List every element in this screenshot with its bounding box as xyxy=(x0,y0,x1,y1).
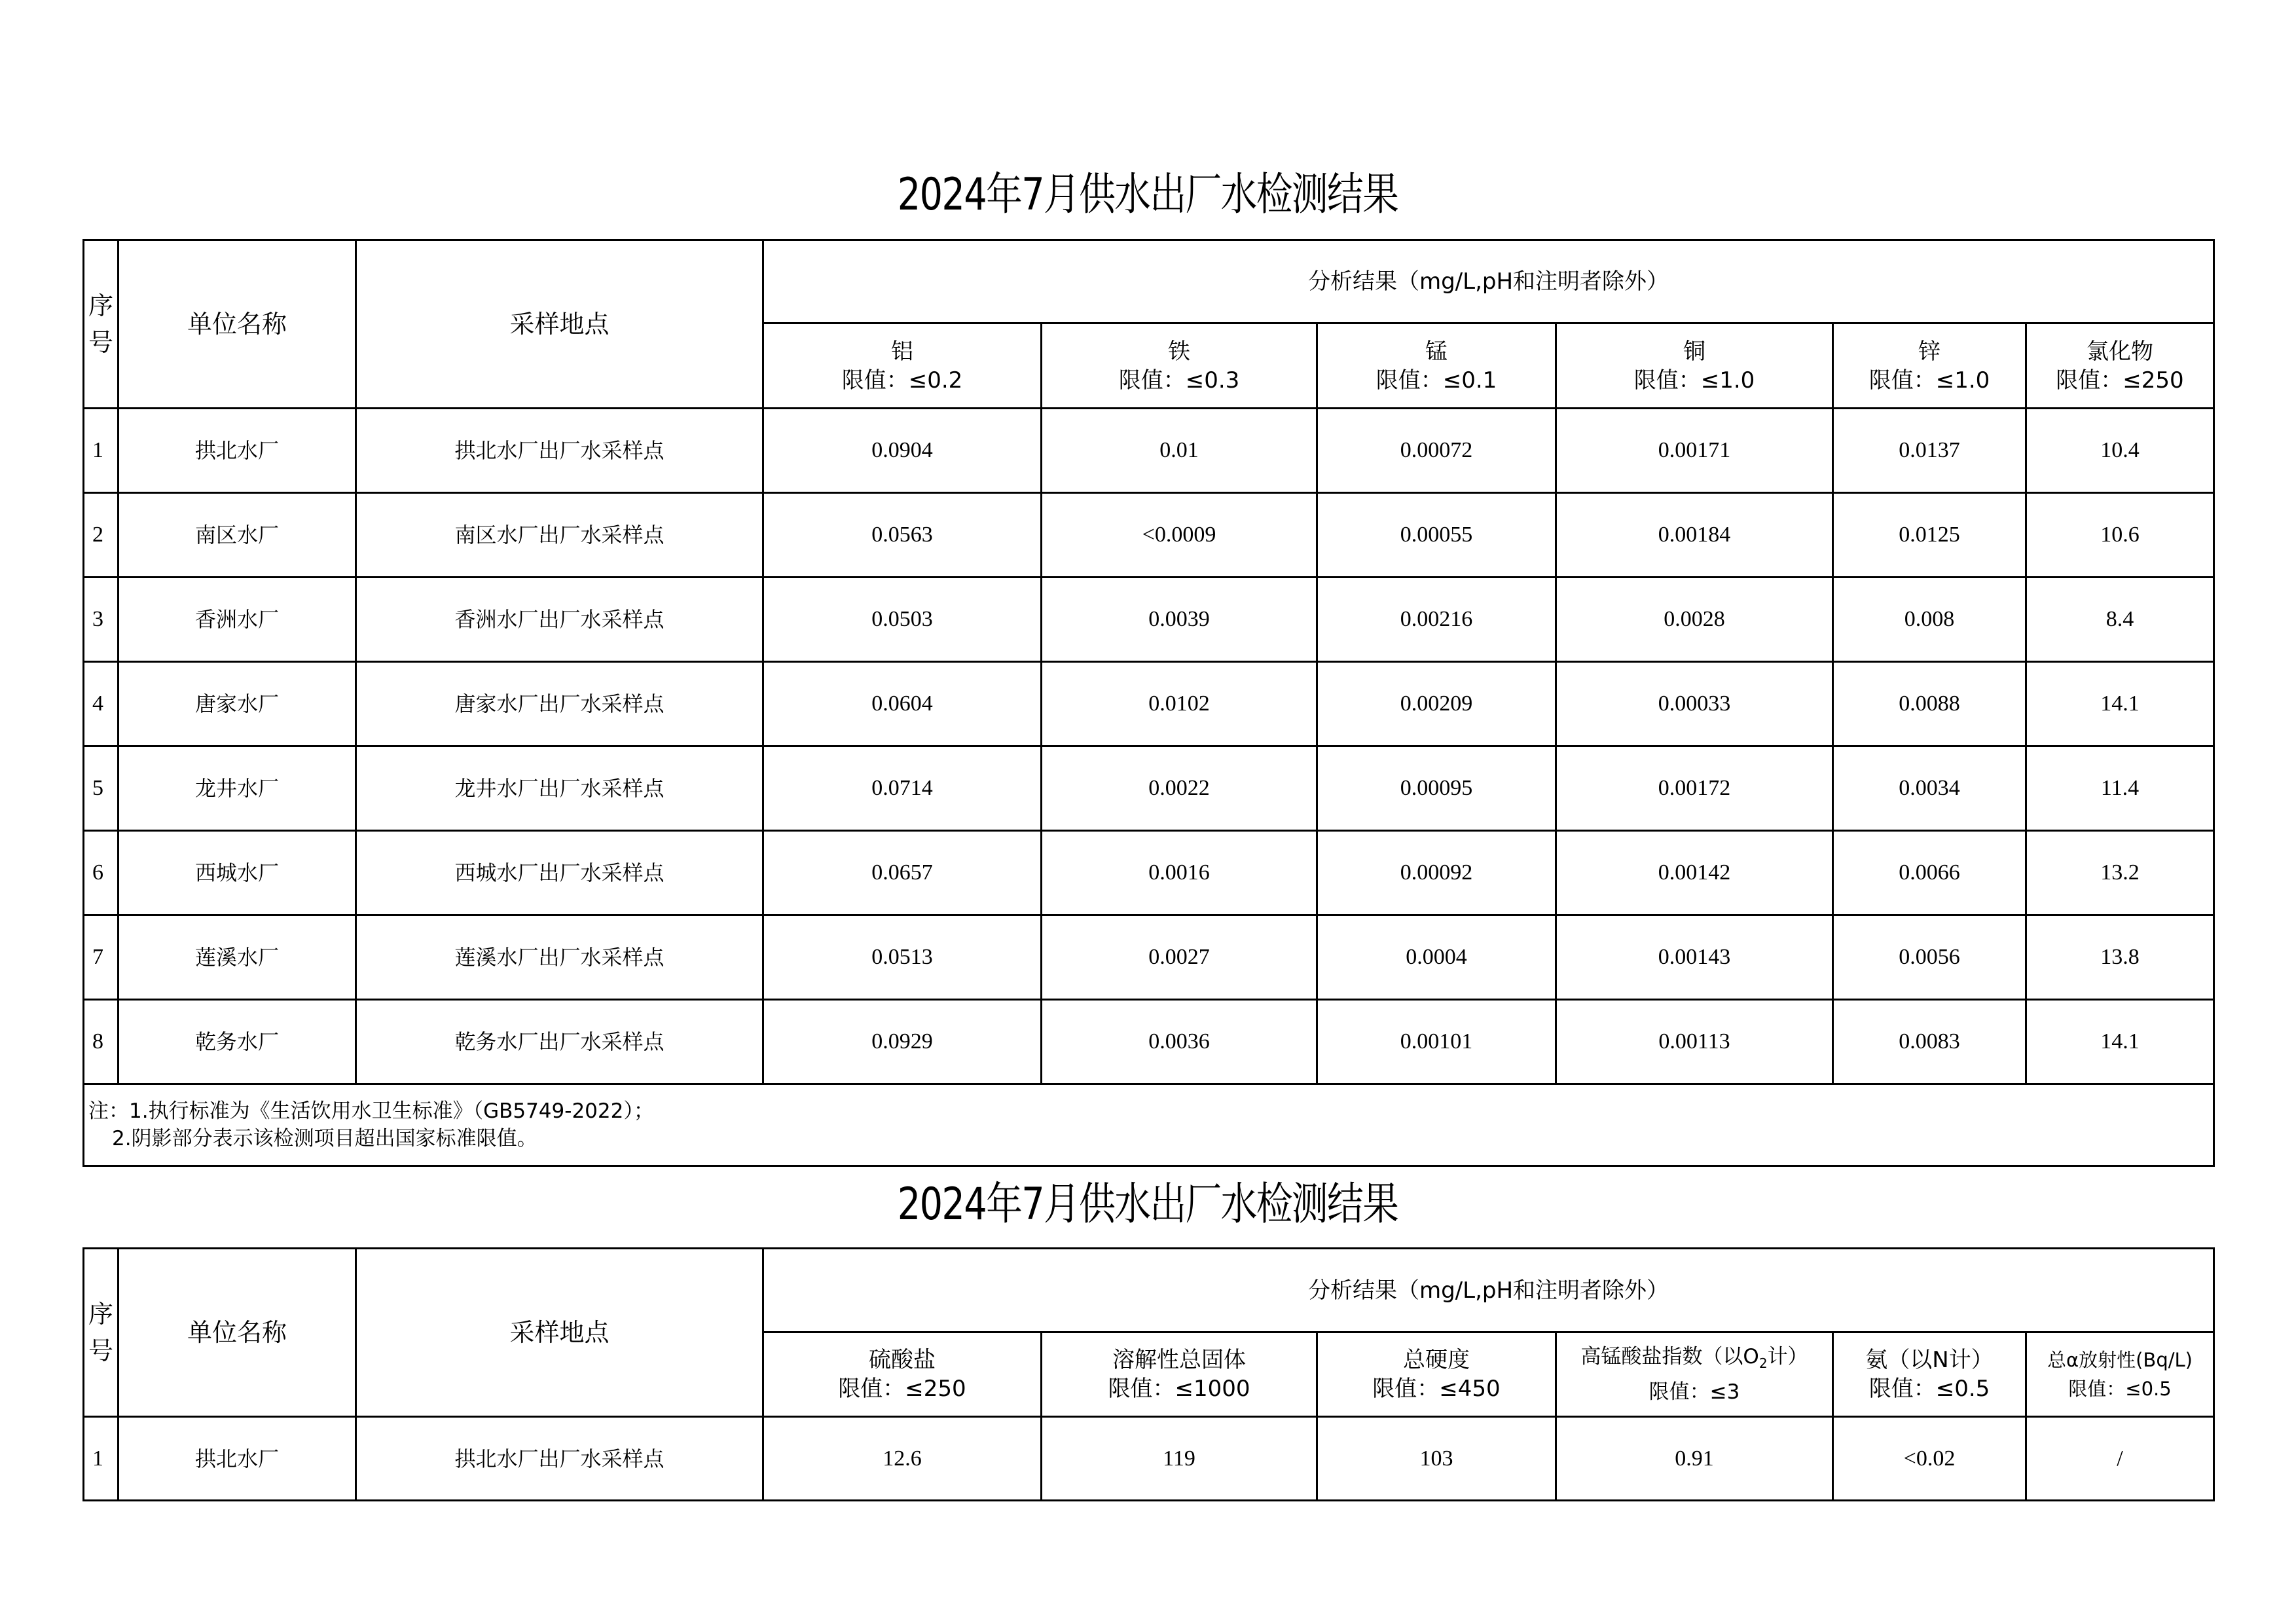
value-zinc: 0.0056 xyxy=(1833,915,2026,1000)
row-site: 拱北水厂出厂水采样点 xyxy=(356,1417,763,1501)
param-header: 氨（以N计） 限值：≤0.5 xyxy=(1833,1332,2026,1417)
param-header: 溶解性总固体 限值：≤1000 xyxy=(1042,1332,1317,1417)
param-header: 氯化物 限值：≤250 xyxy=(2026,323,2214,409)
value-zinc: 0.0125 xyxy=(1833,493,2026,578)
header-seq: 序号 xyxy=(84,1249,118,1417)
row-unit: 龙井水厂 xyxy=(118,746,356,831)
row-seq: 6 xyxy=(84,831,118,915)
param-header: 铝 限值：≤0.2 xyxy=(763,323,1042,409)
row-unit: 拱北水厂 xyxy=(118,409,356,493)
row-seq: 5 xyxy=(84,746,118,831)
row-seq: 2 xyxy=(84,493,118,578)
row-site: 南区水厂出厂水采样点 xyxy=(356,493,763,578)
value-copper: 0.00033 xyxy=(1556,662,1833,746)
param-header: 硫酸盐 限值：≤250 xyxy=(763,1332,1042,1417)
value-zinc: 0.0066 xyxy=(1833,831,2026,915)
value-aluminum: 0.0904 xyxy=(763,409,1042,493)
row-unit: 莲溪水厂 xyxy=(118,915,356,1000)
value-manganese: 0.00095 xyxy=(1317,746,1556,831)
value-tds: 119 xyxy=(1042,1417,1317,1501)
value-aluminum: 0.0929 xyxy=(763,1000,1042,1084)
value-manganese: 0.00092 xyxy=(1317,831,1556,915)
value-iron: 0.0102 xyxy=(1042,662,1317,746)
param-header: 总α放射性(Bq/L) 限值：≤0.5 xyxy=(2026,1332,2214,1417)
table-row xyxy=(84,831,2214,915)
value-iron: 0.0022 xyxy=(1042,746,1317,831)
value-manganese: 0.0004 xyxy=(1317,915,1556,1000)
value-chloride: 10.4 xyxy=(2026,409,2214,493)
row-unit: 拱北水厂 xyxy=(118,1417,356,1501)
header-unit-name: 单位名称 xyxy=(118,240,356,409)
value-chloride: 14.1 xyxy=(2026,662,2214,746)
value-zinc: 0.008 xyxy=(1833,578,2026,662)
value-copper: 0.00172 xyxy=(1556,746,1833,831)
value-manganese: 0.00216 xyxy=(1317,578,1556,662)
value-chloride: 13.2 xyxy=(2026,831,2214,915)
value-ammonia: <0.02 xyxy=(1833,1417,2026,1501)
value-zinc: 0.0034 xyxy=(1833,746,2026,831)
report1-table xyxy=(82,239,2215,1167)
value-zinc: 0.0137 xyxy=(1833,409,2026,493)
table-row xyxy=(84,1417,2214,1501)
value-iron: 0.0036 xyxy=(1042,1000,1317,1084)
value-chloride: 10.6 xyxy=(2026,493,2214,578)
table-row xyxy=(84,1000,2214,1084)
value-zinc: 0.0088 xyxy=(1833,662,2026,746)
value-iron: 0.01 xyxy=(1042,409,1317,493)
value-aluminum: 0.0513 xyxy=(763,915,1042,1000)
param-header: 铜 限值：≤1.0 xyxy=(1556,323,1833,409)
value-aluminum: 0.0604 xyxy=(763,662,1042,746)
header-sampling-site: 采样地点 xyxy=(356,1249,763,1417)
value-manganese: 0.00209 xyxy=(1317,662,1556,746)
param-header: 锰 限值：≤0.1 xyxy=(1317,323,1556,409)
value-aluminum: 0.0503 xyxy=(763,578,1042,662)
value-iron: 0.0016 xyxy=(1042,831,1317,915)
table-row xyxy=(84,409,2214,493)
note-standard: 注：1.执行标准为《生活饮用水卫生标准》（GB5749-2022）； xyxy=(88,1099,654,1123)
row-site: 拱北水厂出厂水采样点 xyxy=(356,409,763,493)
row-unit: 乾务水厂 xyxy=(118,1000,356,1084)
report2-table xyxy=(82,1247,2215,1501)
notes xyxy=(84,1084,2214,1166)
value-manganese: 0.00101 xyxy=(1317,1000,1556,1084)
value-gross-alpha: / xyxy=(2026,1417,2214,1501)
value-aluminum: 0.0714 xyxy=(763,746,1042,831)
row-unit: 南区水厂 xyxy=(118,493,356,578)
value-copper: 0.00171 xyxy=(1556,409,1833,493)
value-chloride: 14.1 xyxy=(2026,1000,2214,1084)
value-chloride: 11.4 xyxy=(2026,746,2214,831)
value-iron: <0.0009 xyxy=(1042,493,1317,578)
value-copper: 0.00113 xyxy=(1556,1000,1833,1084)
row-seq: 1 xyxy=(84,409,118,493)
value-copper: 0.00142 xyxy=(1556,831,1833,915)
row-site: 乾务水厂出厂水采样点 xyxy=(356,1000,763,1084)
header-analysis-results: 分析结果（mg/L,pH和注明者除外） xyxy=(763,1249,2214,1332)
param-header: 总硬度 限值：≤450 xyxy=(1317,1332,1556,1417)
row-seq: 3 xyxy=(84,578,118,662)
value-chloride: 13.8 xyxy=(2026,915,2214,1000)
row-unit: 唐家水厂 xyxy=(118,662,356,746)
table-row xyxy=(84,578,2214,662)
row-unit: 西城水厂 xyxy=(118,831,356,915)
row-site: 唐家水厂出厂水采样点 xyxy=(356,662,763,746)
value-zinc: 0.0083 xyxy=(1833,1000,2026,1084)
value-sulfate: 12.6 xyxy=(763,1417,1042,1501)
value-total-hardness: 103 xyxy=(1317,1417,1556,1501)
row-seq: 1 xyxy=(84,1417,118,1501)
report2-title: 2024年7月供水出厂水检测结果 xyxy=(897,1179,1398,1230)
value-manganese: 0.00055 xyxy=(1317,493,1556,578)
row-site: 龙井水厂出厂水采样点 xyxy=(356,746,763,831)
report1-title: 2024年7月供水出厂水检测结果 xyxy=(897,169,1398,221)
row-unit: 香洲水厂 xyxy=(118,578,356,662)
header-unit-name: 单位名称 xyxy=(118,1249,356,1417)
value-manganese: 0.00072 xyxy=(1317,409,1556,493)
table-row xyxy=(84,662,2214,746)
note-shading: 2.阴影部分表示该检测项目超出国家标准限值。 xyxy=(112,1127,538,1150)
value-chloride: 8.4 xyxy=(2026,578,2214,662)
table-row xyxy=(84,915,2214,1000)
row-seq: 8 xyxy=(84,1000,118,1084)
param-header: 高锰酸盐指数（以$O_2$计） 限值：≤3 xyxy=(1556,1332,1833,1417)
row-site: 香洲水厂出厂水采样点 xyxy=(356,578,763,662)
value-permanganate-index: 0.91 xyxy=(1556,1417,1833,1501)
row-site: 莲溪水厂出厂水采样点 xyxy=(356,915,763,1000)
table-row xyxy=(84,746,2214,831)
value-aluminum: 0.0657 xyxy=(763,831,1042,915)
header-sampling-site: 采样地点 xyxy=(356,240,763,409)
row-seq: 4 xyxy=(84,662,118,746)
table-row xyxy=(84,493,2214,578)
value-copper: 0.00143 xyxy=(1556,915,1833,1000)
value-iron: 0.0039 xyxy=(1042,578,1317,662)
value-aluminum: 0.0563 xyxy=(763,493,1042,578)
value-copper: 0.00184 xyxy=(1556,493,1833,578)
row-seq: 7 xyxy=(84,915,118,1000)
param-header: 锌 限值：≤1.0 xyxy=(1833,323,2026,409)
param-header: 铁 限值：≤0.3 xyxy=(1042,323,1317,409)
value-iron: 0.0027 xyxy=(1042,915,1317,1000)
header-analysis-results: 分析结果（mg/L,pH和注明者除外） xyxy=(763,240,2214,323)
row-site: 西城水厂出厂水采样点 xyxy=(356,831,763,915)
header-seq: 序号 xyxy=(84,240,118,409)
value-copper: 0.0028 xyxy=(1556,578,1833,662)
